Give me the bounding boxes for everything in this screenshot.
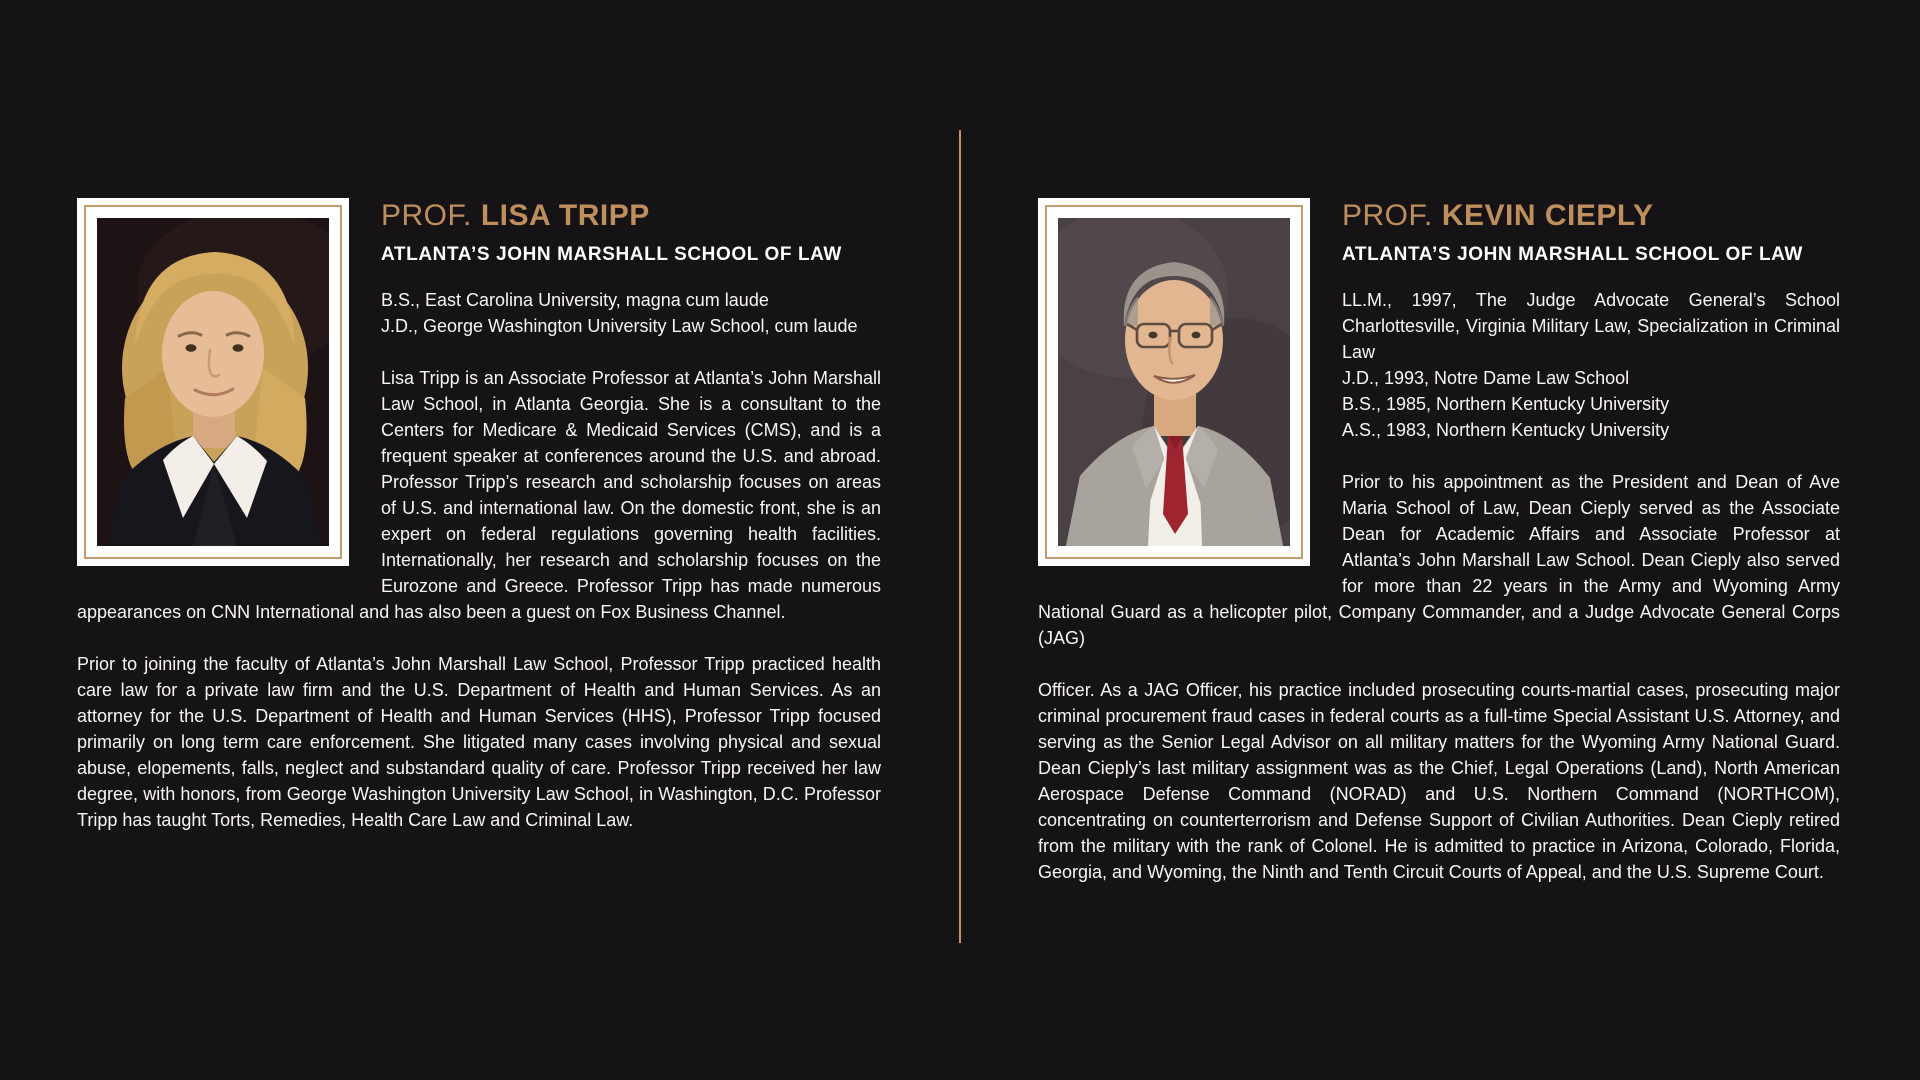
credential-line: A.S., 1983, Northern Kentucky University [1342,420,1670,440]
professor-name: LISA TRIPP [480,199,650,232]
credential-line: LL.M., 1997, The Judge Advocate General’s School Charlottesville, Virginia Military Law, Specialization in Criminal Law [1342,290,1840,362]
credential-line: J.D., 1993, Notre Dame Law School [1342,368,1630,388]
bio-paragraph: Officer. As a JAG Officer, his practice included prosecuting courts-martial cases, prosecuting major criminal procurement fraud cases in federal courts as a full-time Special Assistant U.S. Attorney, and serving as the Senior Legal Advisor on all military matters for the Wyoming Army National Guard. Dean Cieply’s last military assignment was as the Chief, Legal Operations (Land), North American Aerospace Defense Command (NORAD) and U.S. Northern Command (NORTHCOM), concentrating on counterterrorism and Defense Support of Civilian Authorities. Dean Cieply retired from the military with the rank of Colonel. He is admitted to practice in Arizona, Colorado, Florida, Georgia, and Wyoming, the Ninth and Tenth Circuit Courts of Appeal, and the U.S. Supreme Court. [1038,680,1840,882]
credential-line: J.D., George Washington University Law School, cum laude [381,316,858,336]
professor-title-prefix: PROF. [381,199,472,232]
professor-name: KEVIN CIEPLY [1441,199,1654,232]
profile-card-kevin-cieply [1038,198,1840,885]
photo-frame [1038,198,1310,566]
school-name: ATLANTA’S JOHN MARSHALL SCHOOL OF LAW [381,244,842,265]
bio-paragraph: Lisa Tripp is an Associate Professor at Atlanta’s John Marshall Law School, in Atlanta Georgia. She is a consultant to the Centers for Medicare & Medicaid Services (CMS), and is a frequent speaker at conferences around the U.S. and abroad. Professor Tripp’s research and scholarship focuses on areas of U.S. and international law. On the domestic front, she is an expert on federal regulations governing health facilities. Internationally, her research and scholarship focuses on the Eurozone and Greece. Professor Tripp has made numerous appearances on CNN International and has also been a guest on Fox Business Channel. [77,368,881,622]
bio-paragraph: Prior to joining the faculty of Atlanta’s John Marshall Law School, Professor Tripp practiced health care law for a private law firm and the U.S. Department of Health and Human Services. As an attorney for the U.S. Department of Health and Human Services (HHS), Professor Tripp focused primarily on long term care enforcement. She litigated many cases involving physical and sexual abuse, elopements, falls, neglect and substandard quality of care. Professor Tripp received her law degree, with honors, from George Washington University Law School, in Washington, D.C. Professor Tripp has taught Torts, Remedies, Health Care Law and Criminal Law. [77,654,881,830]
lisa-tripp-photo [97,218,329,546]
bio-paragraph: Prior to his appointment as the President and Dean of Ave Maria School of Law, Dean Cieply served as the Associate Dean for Academic Affairs and Associate Professor at Atlanta’s John Marshall Law School. Dean Cieply also served for more than 22 years in the Army and Wyoming Army National Guard as a helicopter pilot, Company Commander, and a Judge Advocate General Corps (JAG) [1038,472,1840,648]
school-name: ATLANTA’S JOHN MARSHALL SCHOOL OF LAW [1342,244,1803,265]
photo-frame [77,198,349,566]
professor-title-prefix: PROF. [1342,199,1433,232]
profile-card-lisa-tripp [77,198,881,833]
credential-line: B.S., East Carolina University, magna cum laude [381,290,769,310]
credential-line: B.S., 1985, Northern Kentucky University [1342,394,1670,414]
column-divider [959,130,961,943]
kevin-cieply-photo [1058,218,1290,546]
